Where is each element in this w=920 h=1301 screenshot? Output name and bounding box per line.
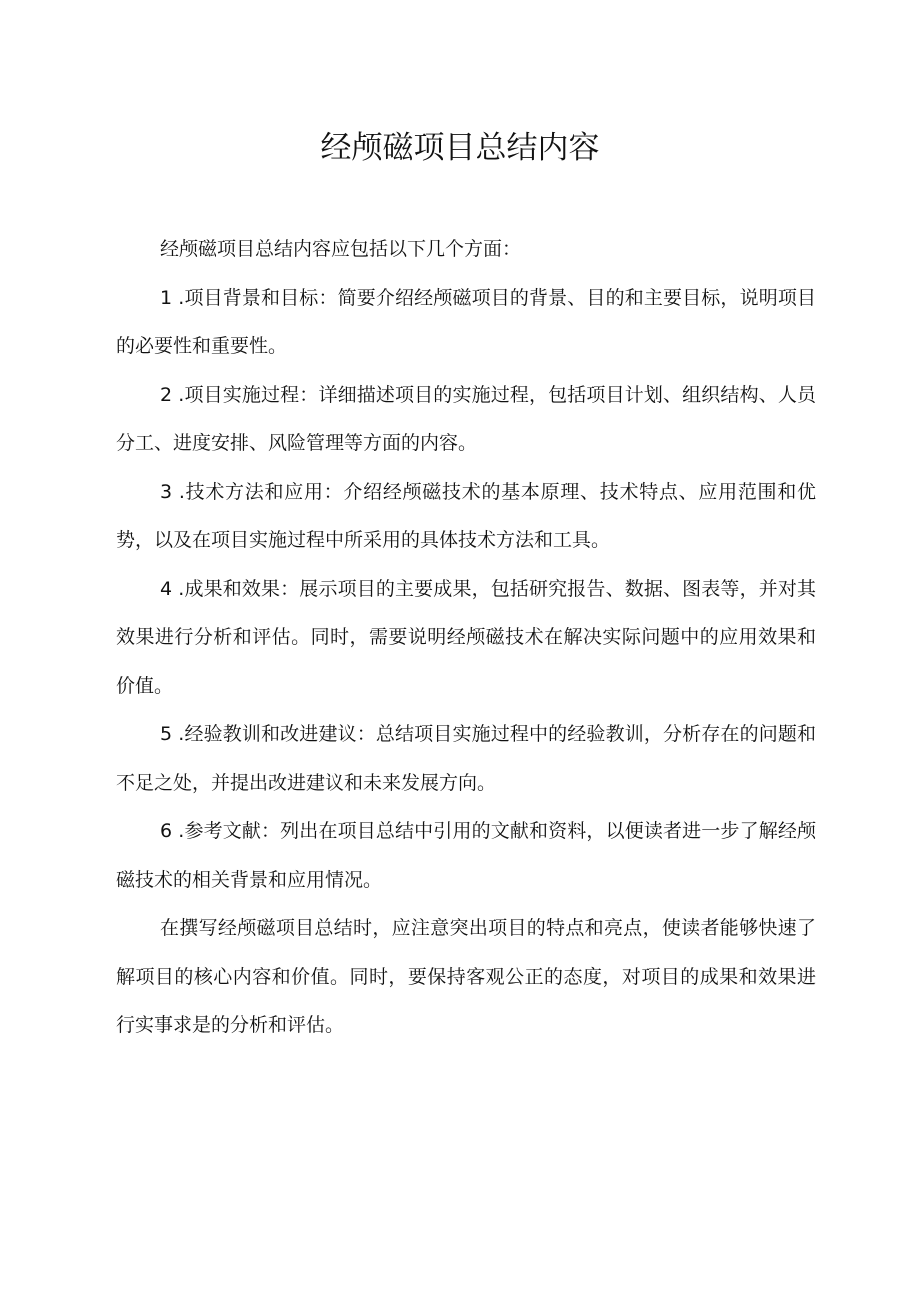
item-6-paragraph: 6 .参考文献：列出在项目总结中引用的文献和资料，以便读者进一步了解经颅磁技术的相关背景和应用情况。 (116, 820, 816, 891)
item-2-paragraph: 2 .项目实施过程：详细描述项目的实施过程，包括项目计划、组织结构、人员分工、进度安排、风险管理等方面的内容。 (116, 383, 816, 454)
document-body (116, 225, 816, 1050)
intro-paragraph: 经颅磁项目总结内容应包括以下几个方面： (160, 238, 522, 260)
item-5-paragraph: 5 .经验教训和改进建议：总结项目实施过程中的经验教训，分析存在的问题和不足之处，并提出改进建议和未来发展方向。 (116, 723, 816, 794)
document-title: 经颅磁项目总结内容 (320, 130, 600, 166)
item-3-paragraph: 3 .技术方法和应用：介绍经颅磁技术的基本原理、技术特点、应用范围和优势，以及在项目实施过程中所采用的具体技术方法和工具。 (116, 480, 816, 551)
item-1-paragraph: 1 .项目背景和目标：简要介绍经颅磁项目的背景、目的和主要目标，说明项目的必要性和重要性。 (116, 286, 816, 357)
item-4-paragraph: 4 .成果和效果：展示项目的主要成果，包括研究报告、数据、图表等，并对其效果进行分析和评估。同时，需要说明经颅磁技术在解决实际问题中的应用效果和价值。 (116, 577, 816, 697)
closing-paragraph: 在撰写经颅磁项目总结时，应注意突出项目的特点和亮点，使读者能够快速了解项目的核心内容和价值。同时，要保持客观公正的态度，对项目的成果和效果进行实事求是的分析和评估。 (116, 917, 816, 1036)
